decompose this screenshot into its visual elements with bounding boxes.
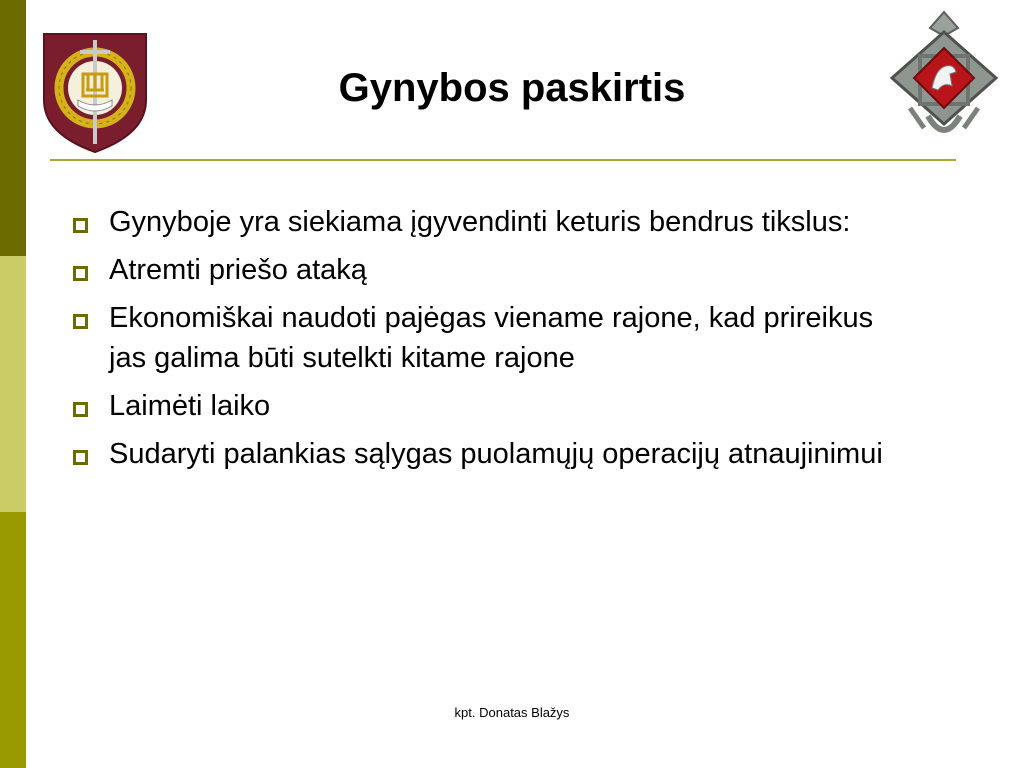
knight-badge-icon xyxy=(880,8,1008,148)
list-item xyxy=(68,298,898,378)
side-bar-mid-segment xyxy=(0,512,26,768)
square-bullet-icon xyxy=(73,314,88,329)
square-bullet-icon xyxy=(73,402,88,417)
title-divider xyxy=(50,159,956,161)
side-bar-dark-segment xyxy=(0,0,26,256)
list-item xyxy=(68,202,898,242)
footer-author: kpt. Donatas Blažys xyxy=(454,705,570,720)
bullet-text: Sudaryti palankias sąlygas puolamųjų operacijų atnaujinimui xyxy=(109,438,883,470)
square-bullet-icon xyxy=(73,218,88,233)
bullet-text: Laimėti laiko xyxy=(109,390,271,422)
bullet-text: Atremti priešo ataką xyxy=(109,254,367,286)
side-accent-bar xyxy=(0,0,26,768)
list-item xyxy=(68,434,898,474)
square-bullet-icon xyxy=(73,450,88,465)
list-item xyxy=(68,250,898,290)
bullet-text: Ekonomiškai naudoti pajėgas viename rajone, kad prireikus jas galima būti sutelkti kitame rajone xyxy=(109,302,874,374)
bullet-list xyxy=(68,202,898,482)
military-academy-emblem-icon xyxy=(42,30,148,154)
list-item xyxy=(68,386,898,426)
bullet-text: Gynyboje yra siekiama įgyvendinti keturis bendrus tikslus: xyxy=(109,206,851,238)
square-bullet-icon xyxy=(73,266,88,281)
page-title: Gynybos paskirtis xyxy=(338,66,686,110)
side-bar-light-segment xyxy=(0,256,26,512)
